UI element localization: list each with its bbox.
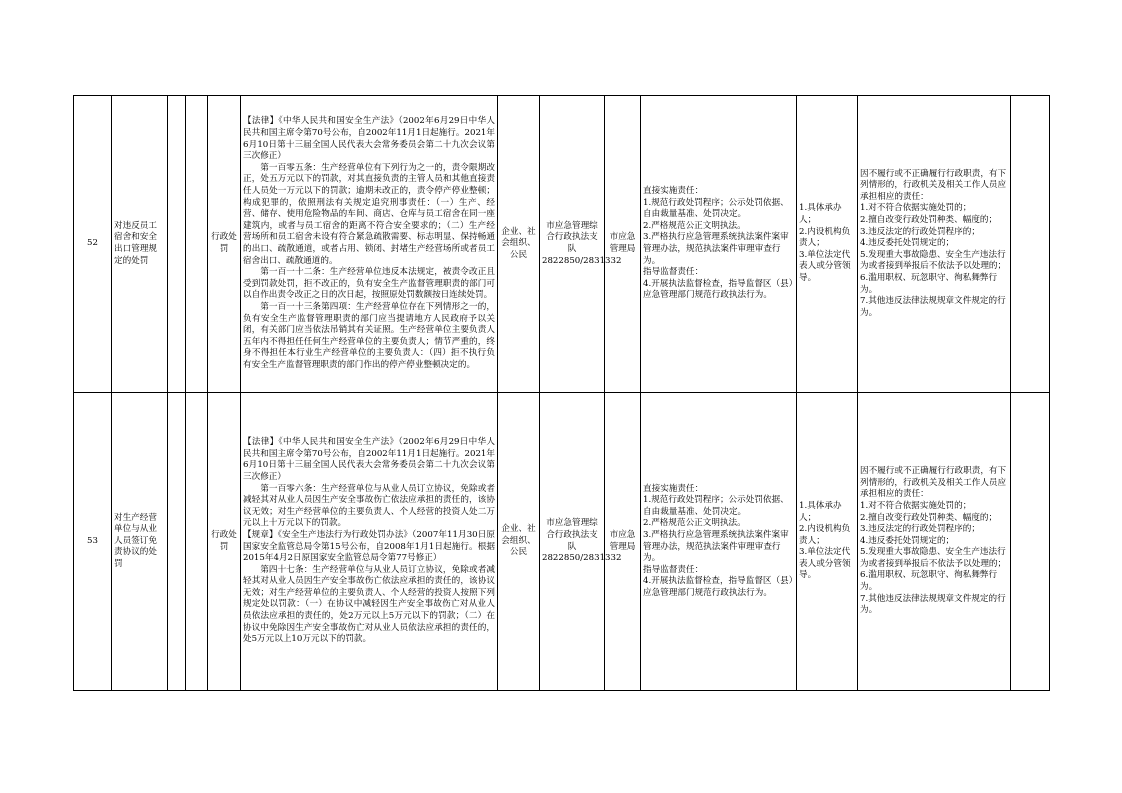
basis-paragraph: 第一百零六条：生产经营单位与从业人员订立协议，免除或者减轻其对从业人员因生产安全事故伤亡依法应承担的责任的，该协议无效；对生产经营单位的主要负责人、个人经营的投资人处二万元以上十万元以下的罚款。 <box>243 483 495 529</box>
row-number: 52 <box>74 96 112 393</box>
legal-basis <box>241 393 498 691</box>
table-row <box>74 393 1050 691</box>
dept-name: 市应急管理综合行政执法支队 <box>546 220 598 254</box>
basis-paragraph: 第一百一十二条：生产经营单位违反本法规定，被责令改正且受到罚款处罚，拒不改正的，负有安全生产监督管理职责的部门可以自作出责令改正之日的次日起，按照原处罚数额按日连续处罚。 <box>243 267 495 301</box>
dual-line: 2.内设机构负责人； <box>799 524 851 546</box>
resp-line: 1.规范行政处罚程序；公示处罚依据、自由裁量基准、处罚决定。 <box>643 197 789 220</box>
resp-line: 指导监督责任： <box>643 267 704 278</box>
phone-number: 2822850/2831332 <box>542 255 622 266</box>
basis-paragraph: 第一百一十三条第四项：生产经营单位存在下列情形之一的，负有安全生产监督管理职责的部门应当提请地方人民政府予以关闭，有关部门应当依法吊销其有关证照。生产经营单位主要负责人五年内不得担任任何生产经营单位的主要负责人；情节严重的，终身不得担任本行业生产经营单位的主要负责人：（四）拒不执行负有安全生产监督管理职责的部门作出的停产停业整顿决定的。 <box>243 301 495 370</box>
implementing-subject: 企业、社会组织、公民 <box>498 393 540 691</box>
item-category: 行政处罚 <box>208 393 241 691</box>
empty-cell <box>168 96 186 393</box>
accnt-line: 1.对不符合依据实施处罚的； <box>860 203 972 214</box>
dual-line: 1.具体承办人； <box>799 500 842 523</box>
resp-line: 2.严格规范公正文明执法。 <box>643 518 746 529</box>
empty-cell <box>186 96 208 393</box>
legal-basis <box>241 96 498 393</box>
empty-cell <box>168 393 186 691</box>
accnt-line: 因不履行或不正确履行行政职责，有下列情形的，行政机关及相关工作人员应承担相应的责任： <box>860 168 1007 202</box>
responsible-bureau: 市应急管理局 <box>605 96 641 393</box>
resp-line: 直接实施责任： <box>643 186 704 197</box>
accountability-items <box>858 96 1011 393</box>
responsible-persons <box>797 393 858 691</box>
empty-cell <box>186 393 208 691</box>
dual-line: 1.具体承办人； <box>799 203 842 226</box>
resp-line: 4.开展执法监督检查，指导监督区（县）应急管理部门规范行政执法行为。 <box>643 576 793 598</box>
accnt-line: 4.违反委托处罚规定的； <box>860 238 955 249</box>
accountability-items <box>858 393 1011 691</box>
accnt-line: 5.发现重大事故隐患、安全生产违法行为或者接到举报后不依法予以处理的； <box>860 249 1007 272</box>
resp-line: 3.严格执行应急管理系统执法案件案审管理办法，规范执法案件审理审查行为。 <box>643 529 789 564</box>
resp-line: 指导监督责任： <box>643 564 704 575</box>
basis-paragraph: 【法律】《中华人民共和国安全生产法》（2002年6月29日中华人民共和国主席令第70号公布，自2002年11月1日起施行。2021年6月10日第十三届全国人民代表大会常务委员会第二十九次会议第三次修正） <box>243 116 495 162</box>
responsible-persons <box>797 96 858 393</box>
accnt-line: 1.对不符合依据实施处罚的； <box>860 500 972 511</box>
accnt-line: 6.滥用职权、玩忽职守、徇私舞弊行为。 <box>860 570 998 593</box>
responsibility-items <box>641 96 797 393</box>
dual-line: 3.单位法定代表人或分管领导。 <box>799 249 851 283</box>
dual-line: 3.单位法定代表人或分管领导。 <box>799 547 851 581</box>
empty-cell <box>1011 96 1050 393</box>
resp-line: 1.规范行政处罚程序；公示处罚依据、自由裁量基准、处罚决定。 <box>643 495 789 517</box>
accnt-line: 6.滥用职权、玩忽职守、徇私舞弊行为。 <box>860 272 998 295</box>
power-list-table <box>73 95 1050 691</box>
resp-line: 直接实施责任： <box>643 483 704 494</box>
item-name: 对违反员工宿舍和安全出口管理规定的处罚 <box>112 96 168 393</box>
basis-paragraph: 【法律】《中华人民共和国安全生产法》（2002年6月29日中华人民共和国主席令第70号公布，自2002年11月1日起施行。2021年6月10日第十三届全国人民代表大会常务委员会第二十九次会议第三次修正） <box>243 437 495 482</box>
responsibility-items <box>641 393 797 691</box>
accnt-line: 因不履行或不正确履行行政职责，有下列情形的，行政机关及相关工作人员应承担相应的责任： <box>860 466 1007 500</box>
resp-line: 2.严格规范公正文明执法。 <box>643 220 746 231</box>
dual-line: 2.内设机构负责人； <box>799 226 851 249</box>
accnt-line: 7.其他违反法律法规规章文件规定的行为。 <box>860 593 1006 616</box>
implementing-subject: 企业、社会组织、公民 <box>498 96 540 393</box>
table-row <box>74 96 1050 393</box>
item-name: 对生产经营单位与从业人员签订免责协议的处罚 <box>112 393 168 691</box>
resp-line: 3.严格执行应急管理系统执法案件案审管理办法，规范执法案件审理审查行为。 <box>643 232 789 266</box>
responsible-bureau: 市应急管理局 <box>605 393 641 691</box>
accnt-line: 3.违反法定的行政处罚程序的； <box>860 226 980 237</box>
dept-and-phone <box>540 96 622 393</box>
empty-cell <box>1011 393 1050 691</box>
accnt-line: 4.违反委托处罚规定的； <box>860 535 955 546</box>
basis-paragraph: 【规章】《安全生产违法行为行政处罚办法》（2007年11月30日原国家安全监管总局令第15号公布，自2008年1月1日起施行。根据2015年4月2日原国家安全监管总局令第77号修正） <box>243 529 495 564</box>
dept-and-phone <box>540 393 622 691</box>
item-category: 行政处罚 <box>208 96 241 393</box>
accnt-line: 2.擅自改变行政处罚种类、幅度的； <box>860 215 998 226</box>
basis-paragraph: 第四十七条：生产经营单位与从业人员订立协议，免除或者减轻其对从业人员因生产安全事故伤亡依法应承担的责任的，该协议无效；对生产经营单位的主要负责人、个人经营的投资人按照下列规定处以罚款：（一）在协议中减轻因生产安全事故伤亡对从业人员依法应承担的责任的，处2万元以上5万元以下的罚款；（二）在协议中免除因生产安全事故伤亡对从业人员依法应承担的责任的，处5万元以上10万元以下的罚款。 <box>243 564 495 645</box>
accnt-line: 5.发现重大事故隐患、安全生产违法行为或者接到举报后不依法予以处理的； <box>860 547 1007 569</box>
basis-paragraph: 第一百零五条：生产经营单位有下列行为之一的，责令限期改正，处五万元以下的罚款，对其直接负责的主管人员和其他直接责任人员处一万元以下的罚款；逾期未改正的，责令停产停业整顿；构成犯罪的，依照刑法有关规定追究刑事责任：（一）生产、经营、储存、使用危险物品的车间、商店、仓库与员工宿舍在同一座建筑内，或者与员工宿舍的距离不符合安全要求的；（二）生产经营场所和员工宿舍未设有符合紧急疏散需要、标志明显、保持畅通的出口、疏散通道，或者占用、锁闭、封堵生产经营场所或者员工宿舍出口、疏散通道的。 <box>243 162 495 266</box>
row-number: 53 <box>74 393 112 691</box>
accnt-line: 2.擅自改变行政处罚种类、幅度的； <box>860 512 998 523</box>
resp-line: 4.开展执法监督检查，指导监督区（县）应急管理部门规范行政执法行为。 <box>643 278 793 301</box>
accnt-line: 7.其他违反法律法规规章文件规定的行为。 <box>860 296 1006 318</box>
phone-number: 2822850/2831332 <box>542 553 622 564</box>
dept-name: 市应急管理综合行政执法支队 <box>546 518 598 552</box>
accnt-line: 3.违反法定的行政处罚程序的； <box>860 524 980 535</box>
